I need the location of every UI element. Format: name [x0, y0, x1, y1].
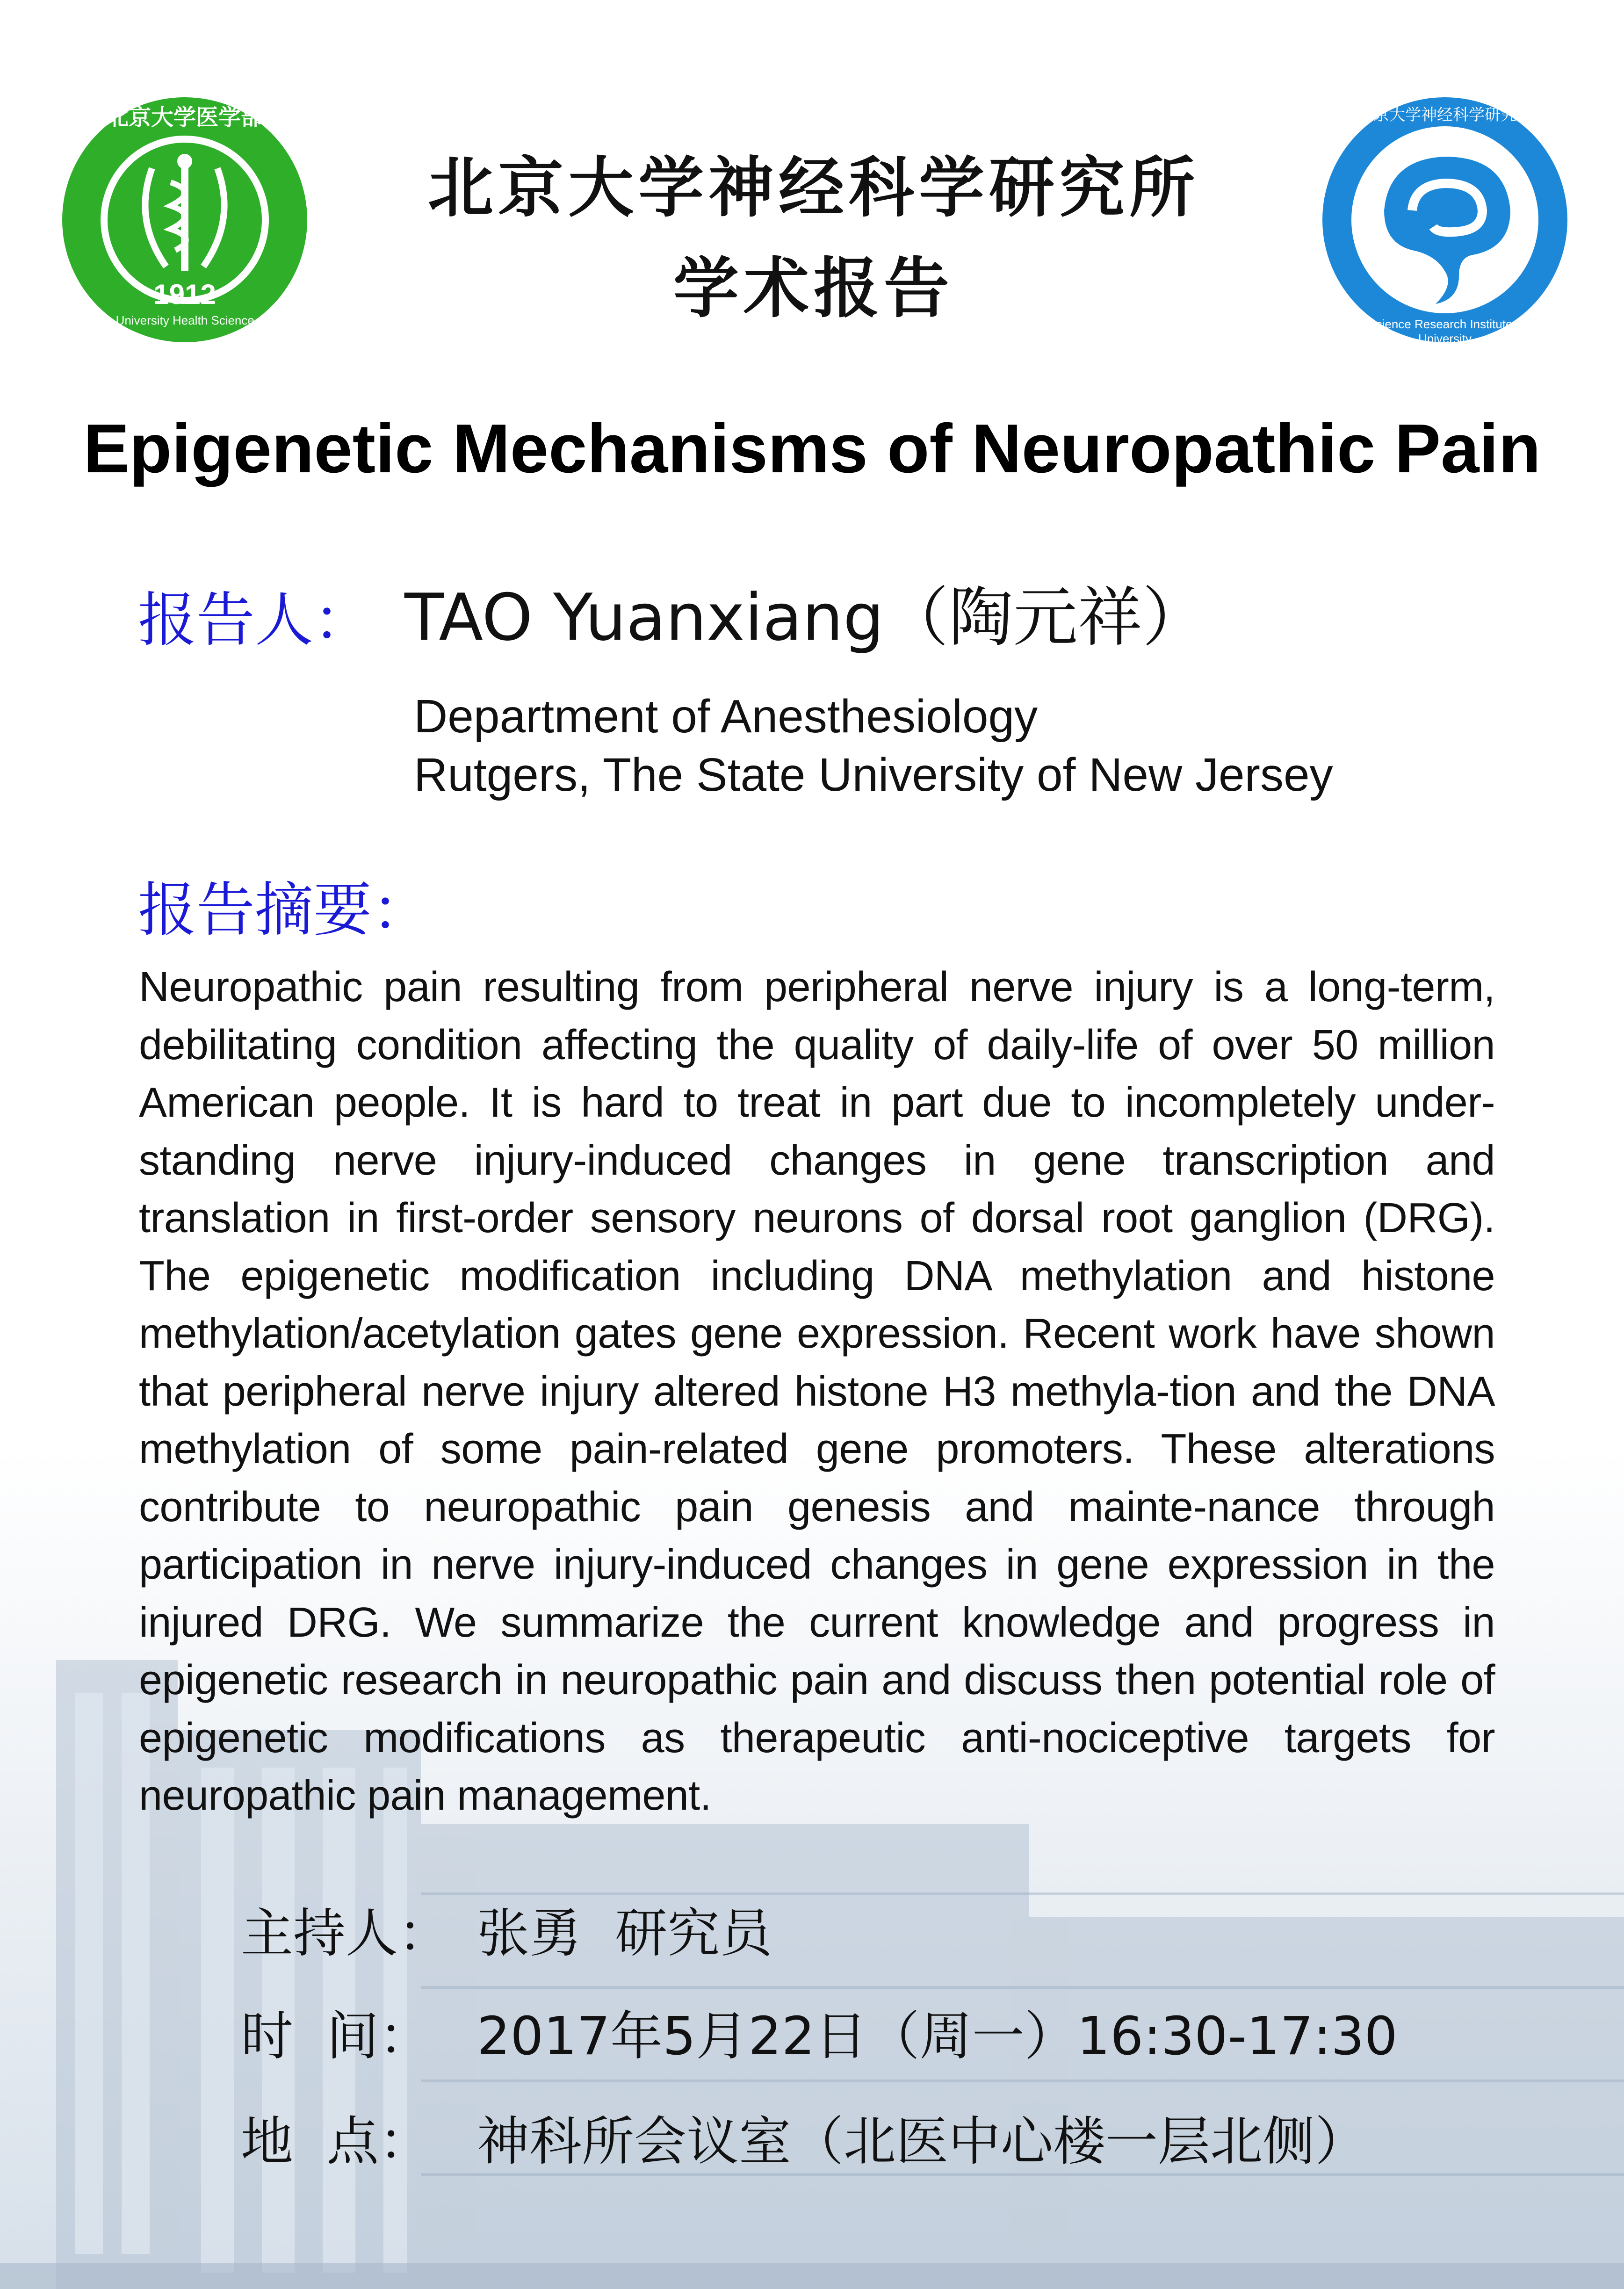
- host-label: 主持人：: [241, 1903, 450, 1964]
- place-value: 神科所会议室（北医中心楼一层北侧）: [477, 2111, 1367, 2172]
- time-value: 2017年5月22日（周一）16:30-17:30: [477, 2006, 1398, 2067]
- speaker-department: Department of Anesthesiology: [414, 690, 1038, 743]
- event-type-title: 学术报告: [673, 251, 954, 327]
- logo-ring-text: Peking University Health Science Center: [75, 313, 295, 327]
- time-row: [241, 1994, 1398, 2070]
- speaker-label: 报告人：: [138, 586, 372, 654]
- abstract-text: Neuropathic pain resulting from peripheral nerve injury is a long-term, debilitating condition affecting the quality of daily-life of over 50 million American people. It is hard to treat in part due to incompletely under-standing nerve injury-induced changes in gene transcription and translation in first-order sensory neurons of dorsal root ganglion (DRG). The epigenetic modification including DNA methylation and histone methylation/acetylation gates gene expression. Recent work have shown that peripheral nerve injury altered histone H3 methyla-tion and the DNA methylation of some pain-related gene promoters. These alterations contribute to neuropathic pain genesis and mainte-nance through participation in nerve injury-induced changes in gene expression in the injured DRG. We summarize the current knowledge and progress in epigenetic research in neuropathic pain and discuss then potential role of epigenetic modifications as therapeutic anti-nociceptive targets for neuropathic pain management.: [139, 964, 1495, 1819]
- brain-icon: [1319, 94, 1571, 346]
- institute-name: 北京大学神经科学研究所: [427, 150, 1199, 226]
- logo-arc-text: 北京大学神经科学研究所: [1357, 106, 1532, 124]
- logo-arc-text: 北京大学医学部: [106, 104, 263, 130]
- time-label: 时 间：: [241, 2006, 432, 2067]
- logo-ring-text: Neuroscience Research Institute Peking University: [1336, 317, 1553, 346]
- speaker-university: Rutgers, The State University of New Jersey: [414, 749, 1333, 801]
- neuroscience-research-institute-logo: [1319, 94, 1571, 346]
- place-label: 地 点：: [241, 2111, 432, 2172]
- abstract-label: 报告摘要：: [138, 876, 430, 944]
- speaker-name: TAO Yuanxiang（陶元祥）: [404, 580, 1207, 655]
- place-row: [241, 2100, 1367, 2175]
- host-value: 张勇 研究员: [477, 1903, 772, 1964]
- logo-year: 1912: [153, 279, 216, 310]
- host-row: [241, 1892, 772, 1967]
- pku-health-science-center-logo: [58, 94, 311, 346]
- talk-title: Epigenetic Mechanisms of Neuropathic Pain: [83, 410, 1541, 487]
